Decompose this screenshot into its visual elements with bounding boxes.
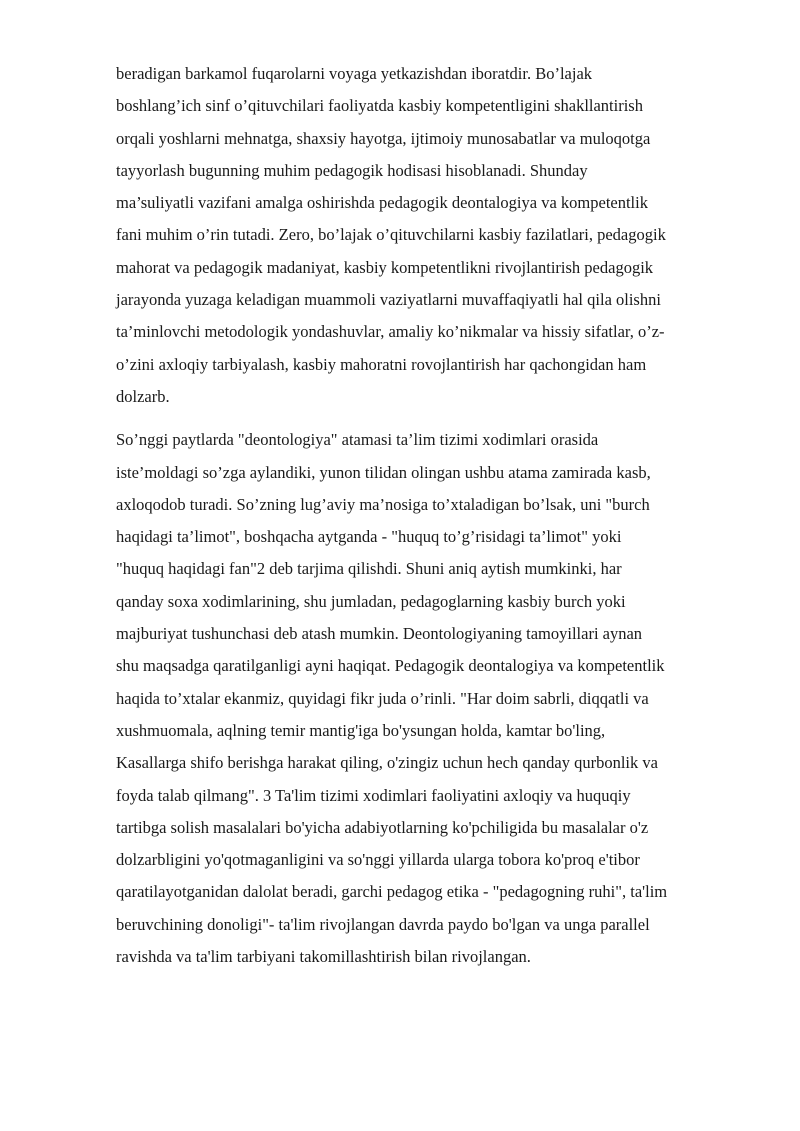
text-line: So’nggi paytlarda "deontologiya" atamasi ta’lim tizimi xodimlari orasida bbox=[116, 430, 599, 450]
text-line: ta’minlovchi metodologik yondashuvlar, amaliy ko’nikmalar va hissiy sifatlar, o’z- bbox=[116, 322, 665, 342]
text-line: fani muhim o’rin tutadi. Zero, bo’lajak o’qituvchilarni kasbiy fazilatlari, pedagogik bbox=[116, 225, 666, 245]
text-line: majburiyat tushunchasi deb atash mumkin. Deontologiyaning tamoyillari aynan bbox=[116, 624, 643, 644]
text-line: haqidagi ta’limot", boshqacha aytganda - "huquq to’g’risidagi ta’limot" yoki bbox=[116, 527, 622, 547]
text-line: dolzarbligini yo'qotmaganligini va so'nggi yillarda ularga tobora ko'proq e'tibor bbox=[116, 850, 640, 870]
text-line: qaratilayotganidan dalolat beradi, garchi pedagog etika - "pedagogning ruhi", ta'lim bbox=[116, 882, 668, 902]
text-line: jarayonda yuzaga keladigan muammoli vaziyatlarni muvaffaqiyatli hal qila olishni bbox=[116, 290, 661, 310]
text-line: tayyorlash bugunning muhim pedagogik hodisasi hisoblanadi. Shunday bbox=[116, 160, 588, 180]
text-line: ravishda va ta'lim tarbiyani takomillashtirish bilan rivojlangan. bbox=[116, 947, 531, 967]
text-line: haqida to’xtalar ekanmiz, quyidagi fikr juda o’rinli. "Har doim sabrli, diqqatli va bbox=[116, 688, 649, 708]
text-line: axloqodob turadi. So’zning lug’aviy ma’nosiga to’xtaladigan bo’lsak, uni "burch bbox=[116, 494, 650, 514]
text-line: dolzarb. bbox=[116, 386, 170, 406]
paragraph-1 bbox=[116, 58, 746, 413]
text-line: iste’moldagi so’zga aylandiki, yunon tilidan olingan ushbu atama zamirada kasb, bbox=[116, 462, 651, 482]
text-line: ma’suliyatli vazifani amalga oshirishda pedagogik deontalogiya va kompetentlik bbox=[116, 193, 648, 213]
text-line: boshlang’ich sinf o’qituvchilari faoliyatda kasbiy kompetentligini shakllantirish bbox=[116, 96, 643, 116]
text-line: tartibga solish masalalari bo'yicha adabiyotlarning ko'pchiligida bu masalalar o'z bbox=[116, 817, 649, 837]
text-line: "huquq haqidagi fan"2 deb tarjima qilishdi. Shuni aniq aytish mumkinki, har bbox=[116, 559, 622, 579]
text-line: qanday soxa xodimlarining, shu jumladan, pedagoglarning kasbiy burch yoki bbox=[116, 591, 626, 611]
text-line: beradigan barkamol fuqarolarni voyaga yetkazishdan iboratdir. Bo’lajak bbox=[116, 64, 593, 83]
text-line: o’zini axloqiy tarbiyalash, kasbiy mahoratni rovojlantirish har qachongidan ham bbox=[116, 354, 647, 374]
paragraph-2 bbox=[116, 424, 746, 973]
document-page bbox=[116, 58, 746, 984]
text-line: xushmuomala, aqlning temir mantig'iga bo'ysungan holda, kamtar bo'ling, bbox=[116, 720, 606, 740]
text-line: beruvchining donoligi"- ta'lim rivojlangan davrda paydo bo'lgan va unga parallel bbox=[116, 914, 650, 934]
text-line: shu maqsadga qaratilganligi ayni haqiqat. Pedagogik deontalogiya va kompetentlik bbox=[116, 656, 665, 676]
text-line: foyda talab qilmang". 3 Ta'lim tizimi xodimlari faoliyatini axloqiy va huquqiy bbox=[116, 785, 631, 805]
text-line: Kasallarga shifo berishga harakat qiling, o'zingiz uchun hech qanday qurbonlik va bbox=[116, 753, 658, 773]
text-line: mahorat va pedagogik madaniyat, kasbiy kompetentlikni rivojlantirish pedagogik bbox=[116, 257, 654, 277]
text-line: orqali yoshlarni mehnatga, shaxsiy hayotga, ijtimoiy munosabatlar va muloqotga bbox=[116, 128, 651, 148]
